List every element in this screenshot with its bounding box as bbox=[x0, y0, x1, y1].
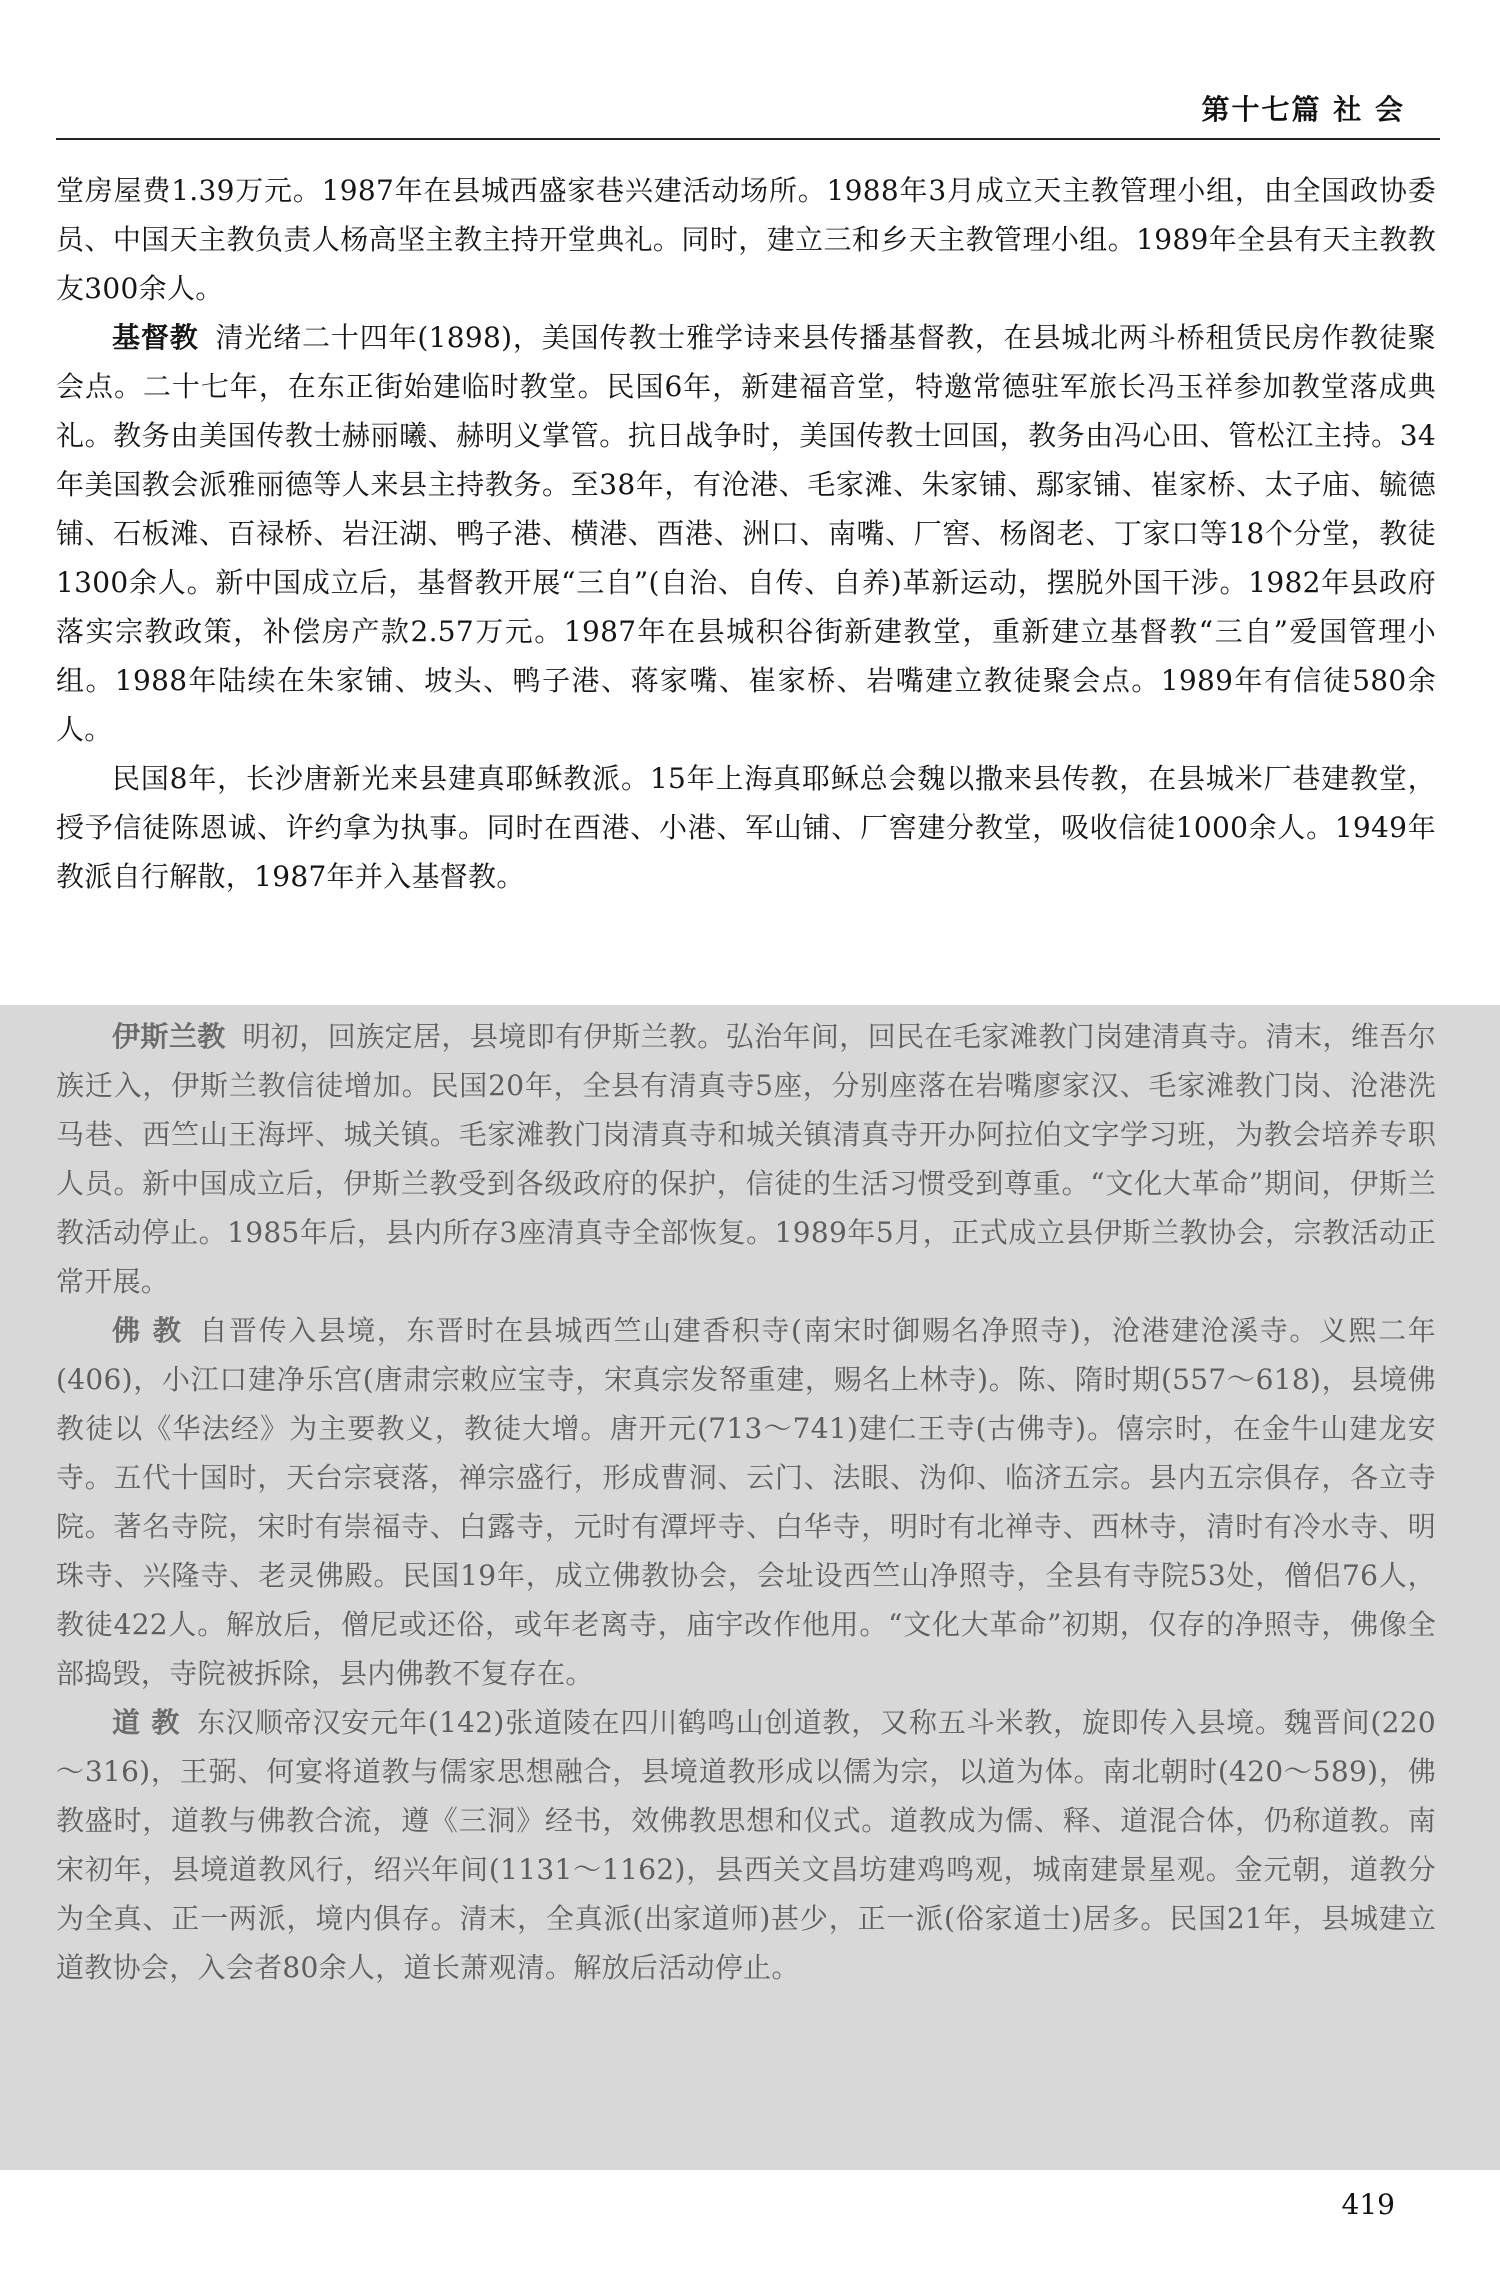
paragraph-text: 堂房屋费1.39万元。1987年在县城西盛家巷兴建活动场所。1988年3月成立天主教管理小组，由全国政协委员、中国天主教负责人杨高坚主教主持开堂典礼。同时，建立三和乡天主教管理小组。1989年全县有天主教教友300余人。 bbox=[56, 174, 1436, 305]
paragraph-text: 明初，回族定居，县境即有伊斯兰教。弘治年间，回民在毛家滩教门岗建清真寺。清末，维吾尔族迁入，伊斯兰教信徒增加。民国20年，全县有清真寺5座，分别座落在岩嘴廖家汉、毛家滩教门岗、沧港洗马巷、西竺山王海坪、城关镇。毛家滩教门岗清真寺和城关镇清真寺开办阿拉伯文字学习班，为教会培养专职人员。新中国成立后，伊斯兰教受到各级政府的保护，信徒的生活习惯受到尊重。“文化大革命”期间，伊斯兰教活动停止。1985年后，县内所存3座清真寺全部恢复。1989年5月，正式成立县伊斯兰教协会，宗教活动正常开展。 bbox=[56, 1020, 1437, 1298]
section-term: 道 教 bbox=[112, 1706, 181, 1739]
paragraph bbox=[56, 1306, 1436, 1698]
paragraph-text: 自晋传入县境，东晋时在县城西竺山建香积寺(南宋时御赐名净照寺)，沧港建沧溪寺。义熙二年(406)，小江口建净乐宫(唐肃宗敕应宝寺，宋真宗发帑重建，赐名上林寺)。陈、隋时期(557～618)，县境佛教徒以《华法经》为主要教义，教徒大增。唐开元(713～741)建仁王寺(古佛寺)。僖宗时，在金牛山建龙安寺。五代十国时，天台宗衰落，禅宗盛行，形成曹洞、云门、法眼、沩仰、临济五宗。县内五宗俱存，各立寺院。著名寺院，宋时有崇福寺、白露寺，元时有潭坪寺、白华寺，明时有北禅寺、西林寺，清时有冷水寺、明珠寺、兴隆寺、老灵佛殿。民国19年，成立佛教协会，会址设西竺山净照寺，全县有寺院53处，僧侣76人，教徒422人。解放后，僧尼或还俗，或年老离寺，庙宇改作他用。“文化大革命”初期，仅存的净照寺，佛像全部捣毁，寺院被拆除，县内佛教不复存在。 bbox=[56, 1314, 1436, 1690]
paragraph bbox=[56, 166, 1436, 313]
paragraph-text: 清光绪二十四年(1898)，美国传教士雅学诗来县传播基督教，在县城北两斗桥租赁民房作教徒聚会点。二十七年，在东正街始建临时教堂。民国6年，新建福音堂，特邀常德驻军旅长冯玉祥参加教堂落成典礼。教务由美国传教士赫丽曦、赫明义掌管。抗日战争时，美国传教士回国，教务由冯心田、管松江主持。34年美国教会派雅丽德等人来县主持教务。至38年，有沧港、毛家滩、朱家铺、鄢家铺、崔家桥、太子庙、毓德铺、石板滩、百禄桥、岩汪湖、鸭子港、横港、酉港、洲口、南嘴、厂窖、杨阁老、丁家口等18个分堂，教徒1300余人。新中国成立后，基督教开展“三自”(自治、自传、自养)革新运动，摆脱外国干涉。1982年县政府落实宗教政策，补偿房产款2.57万元。1987年在县城积谷街新建教堂，重新建立基督教“三自”爱国管理小组。1988年陆续在朱家铺、坡头、鸭子港、蒋家嘴、崔家桥、岩嘴建立教徒聚会点。1989年有信徒580余人。 bbox=[56, 321, 1436, 746]
section-term: 基督教 bbox=[112, 321, 199, 354]
paragraph-text: 民国8年，长沙唐新光来县建真耶稣教派。15年上海真耶稣总会魏以撒来县传教，在县城米厂巷建教堂，授予信徒陈恩诚、许约拿为执事。同时在酉港、小港、军山铺、厂窖建分教堂，吸收信徒1000余人。1949年教派自行解散，1987年并入基督教。 bbox=[56, 762, 1436, 893]
paragraph bbox=[56, 1698, 1436, 1992]
paragraph bbox=[56, 1012, 1436, 1306]
page-number: 419 bbox=[1341, 2188, 1395, 2221]
section-term: 伊斯兰教 bbox=[112, 1020, 226, 1053]
paragraph bbox=[56, 754, 1436, 901]
paragraph bbox=[56, 313, 1436, 754]
header-rule bbox=[56, 138, 1440, 140]
body-text-shaded bbox=[56, 1012, 1436, 1992]
body-text-top bbox=[56, 166, 1436, 901]
running-head: 第十七篇 社 会 bbox=[1201, 93, 1405, 126]
paragraph-text: 东汉顺帝汉安元年(142)张道陵在四川鹤鸣山创道教，又称五斗米教，旋即传入县境。魏晋间(220～316)，王弼、何宴将道教与儒家思想融合，县境道教形成以儒为宗，以道为体。南北朝时(420～589)，佛教盛时，道教与佛教合流，遵《三洞》经书，效佛教思想和仪式。道教成为儒、释、道混合体，仍称道教。南宋初年，县境道教风行，绍兴年间(1131～1162)，县西关文昌坊建鸡鸣观，城南建景星观。金元朝，道教分为全真、正一两派，境内俱存。清末，全真派(出家道师)甚少，正一派(俗家道士)居多。民国21年，县城建立道教协会，入会者80余人，道长萧观清。解放后活动停止。 bbox=[56, 1706, 1436, 1984]
section-term: 佛 教 bbox=[112, 1314, 183, 1347]
